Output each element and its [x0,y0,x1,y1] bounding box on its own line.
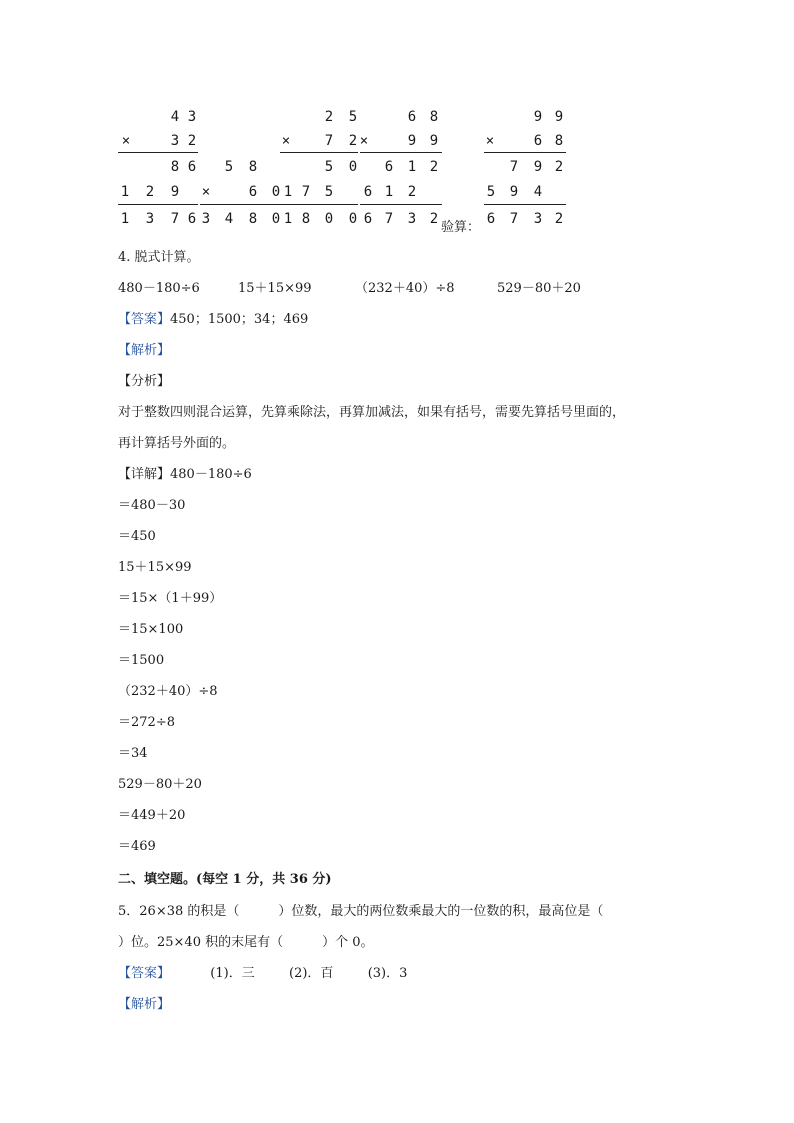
b5-r2-d1: 6 [533,133,543,149]
b5-r4-d1: 5 [486,184,496,200]
b5-r4-d2: 9 [509,184,519,200]
b1-r1-d2: 3 [187,109,197,125]
b4-r5-d1: 6 [363,211,373,227]
b1-rule-2 [118,204,198,205]
step-4: ＝15×（1＋99） [118,591,223,606]
b3-r5-d3: 0 [324,211,334,227]
q4-problem-3: （232＋40）÷8 [355,281,455,296]
section-2-title: 二、填空题。(每空 1 分，共 36 分) [118,872,332,887]
b2-multiply-sign: × [201,184,211,200]
q4-answer: 450；1500；34；469 [170,312,309,327]
b3-r3-d2: 0 [348,159,358,175]
b1-r2-d1: 3 [170,133,180,149]
q5-line-2: ）位。25×40 积的末尾有（ ）个 0。 [118,935,374,950]
b3-r4-d2: 7 [301,184,311,200]
b1-r4-d1: 1 [120,184,130,200]
b1-r5-d1: 1 [120,211,130,227]
b5-r3-d3: 2 [554,159,564,175]
b5-r5-d1: 6 [486,211,496,227]
b5-multiply-sign: × [485,133,495,149]
b2-r3-d2: 4 [224,211,234,227]
step-3: 15＋15×99 [118,560,192,575]
b4-r5-d3: 3 [407,211,417,227]
q5-answer-1: (1)．三 [210,966,255,981]
b5-r3-d1: 7 [509,159,519,175]
step-10: 529－80＋20 [118,777,202,792]
b3-multiply-sign: × [281,133,291,149]
q4-title: 4. 脱式计算。 [118,250,200,265]
b1-r4-d3: 9 [170,184,180,200]
step-11: ＝449＋20 [118,808,186,823]
b1-r4-d2: 2 [145,184,155,200]
b4-r3-d1: 6 [384,159,394,175]
answer-tag: 【答案】 [118,312,171,327]
b1-r1-d1: 4 [170,109,180,125]
b2-r3-d1: 3 [201,211,211,227]
b5-r5-d3: 3 [533,211,543,227]
b5-r1-d1: 9 [533,109,543,125]
b1-r5-d4: 6 [187,211,197,227]
b2-r2-d2: 0 [271,184,281,200]
b1-r2-d2: 2 [187,133,197,149]
b4-r3-d3: 2 [429,159,439,175]
b1-r5-d2: 3 [145,211,155,227]
b3-r2-d2: 2 [348,133,358,149]
b4-r2-d1: 9 [407,133,417,149]
q4-problem-4: 529－80＋20 [497,281,581,296]
b3-r5-d4: 0 [348,211,358,227]
b3-r4-d3: 5 [324,184,334,200]
b1-multiply-sign: × [121,133,131,149]
q4-fenxi-line-2: 再计算括号外面的。 [118,436,236,451]
b4-r1-d2: 8 [429,109,439,125]
b1-r5-d3: 7 [170,211,180,227]
b3-r5-d1: 1 [283,211,293,227]
b3-r3-d1: 5 [324,159,334,175]
b5-rule-2 [484,204,566,205]
q4-problem-1: 480－180÷6 [118,281,200,296]
b2-r3-d3: 8 [248,211,258,227]
b5-r3-d2: 9 [533,159,543,175]
step-12: ＝469 [118,839,156,854]
b1-rule-1 [118,152,198,153]
b4-r1-d1: 6 [407,109,417,125]
b5-r5-d4: 2 [554,211,564,227]
q5-answer-tag: 【答案】 [118,966,171,981]
b4-r4-d3: 2 [407,184,417,200]
step-9: ＝34 [118,746,148,761]
q5-answer-3: (3)．3 [367,966,408,981]
q5-line-1: 5．26×38 的积是（ ）位数，最大的两位数乘最大的一位数的积，最高位是（ [118,904,604,919]
detail-tag: 【详解】 [118,467,171,482]
check-label: 验算： [441,220,481,235]
step-2: ＝450 [118,529,156,544]
b2-r3-d4: 0 [271,211,281,227]
b4-multiply-sign: × [359,133,369,149]
step-1: ＝480－30 [118,498,186,513]
b2-rule [200,204,284,205]
b3-r5-d2: 8 [301,211,311,227]
b5-rule-1 [484,152,566,153]
b5-r2-d2: 8 [554,133,564,149]
b3-r1-d2: 5 [348,109,358,125]
b5-r4-d3: 4 [533,184,543,200]
b5-r1-d2: 9 [554,109,564,125]
detail-first: 480－180÷6 [170,467,252,482]
b4-r5-d2: 7 [384,211,394,227]
b4-r4-d2: 1 [384,184,394,200]
b2-r1-d1: 5 [224,159,234,175]
b3-r1-d1: 2 [324,109,334,125]
b3-rule-2 [282,204,358,205]
q4-detail-line [118,466,252,484]
b4-r2-d2: 9 [429,133,439,149]
q4-fenxi-tag: 【分析】 [118,374,171,389]
b1-r3-d2: 6 [187,159,197,175]
b4-r5-d4: 2 [429,211,439,227]
b4-rule-2 [360,204,442,205]
b4-rule-1 [360,152,442,153]
b3-r4-d1: 1 [283,184,293,200]
b2-r2-d1: 6 [248,184,258,200]
q4-fenxi-line-1: 对于整数四则混合运算，先算乘除法，再算加减法，如果有括号，需要先算括号里面的， [118,405,626,420]
b4-r3-d2: 1 [407,159,417,175]
q5-analysis-tag: 【解析】 [118,997,171,1012]
q5-answer-line [118,965,407,983]
b4-r4-d1: 6 [363,184,373,200]
step-8: ＝272÷8 [118,715,175,730]
step-5: ＝15×100 [118,622,184,637]
q5-answer-2: (2)．百 [289,966,334,981]
q4-analysis-tag: 【解析】 [118,343,171,358]
q4-answer-line [118,311,308,329]
b5-r5-d2: 7 [509,211,519,227]
b3-rule-1 [280,152,358,153]
b1-r3-d1: 8 [170,159,180,175]
step-7: （232＋40）÷8 [118,684,218,699]
b3-r2-d1: 7 [324,133,334,149]
step-6: ＝1500 [118,653,165,668]
q4-problem-2: 15＋15×99 [238,281,312,296]
b2-r1-d2: 8 [248,159,258,175]
